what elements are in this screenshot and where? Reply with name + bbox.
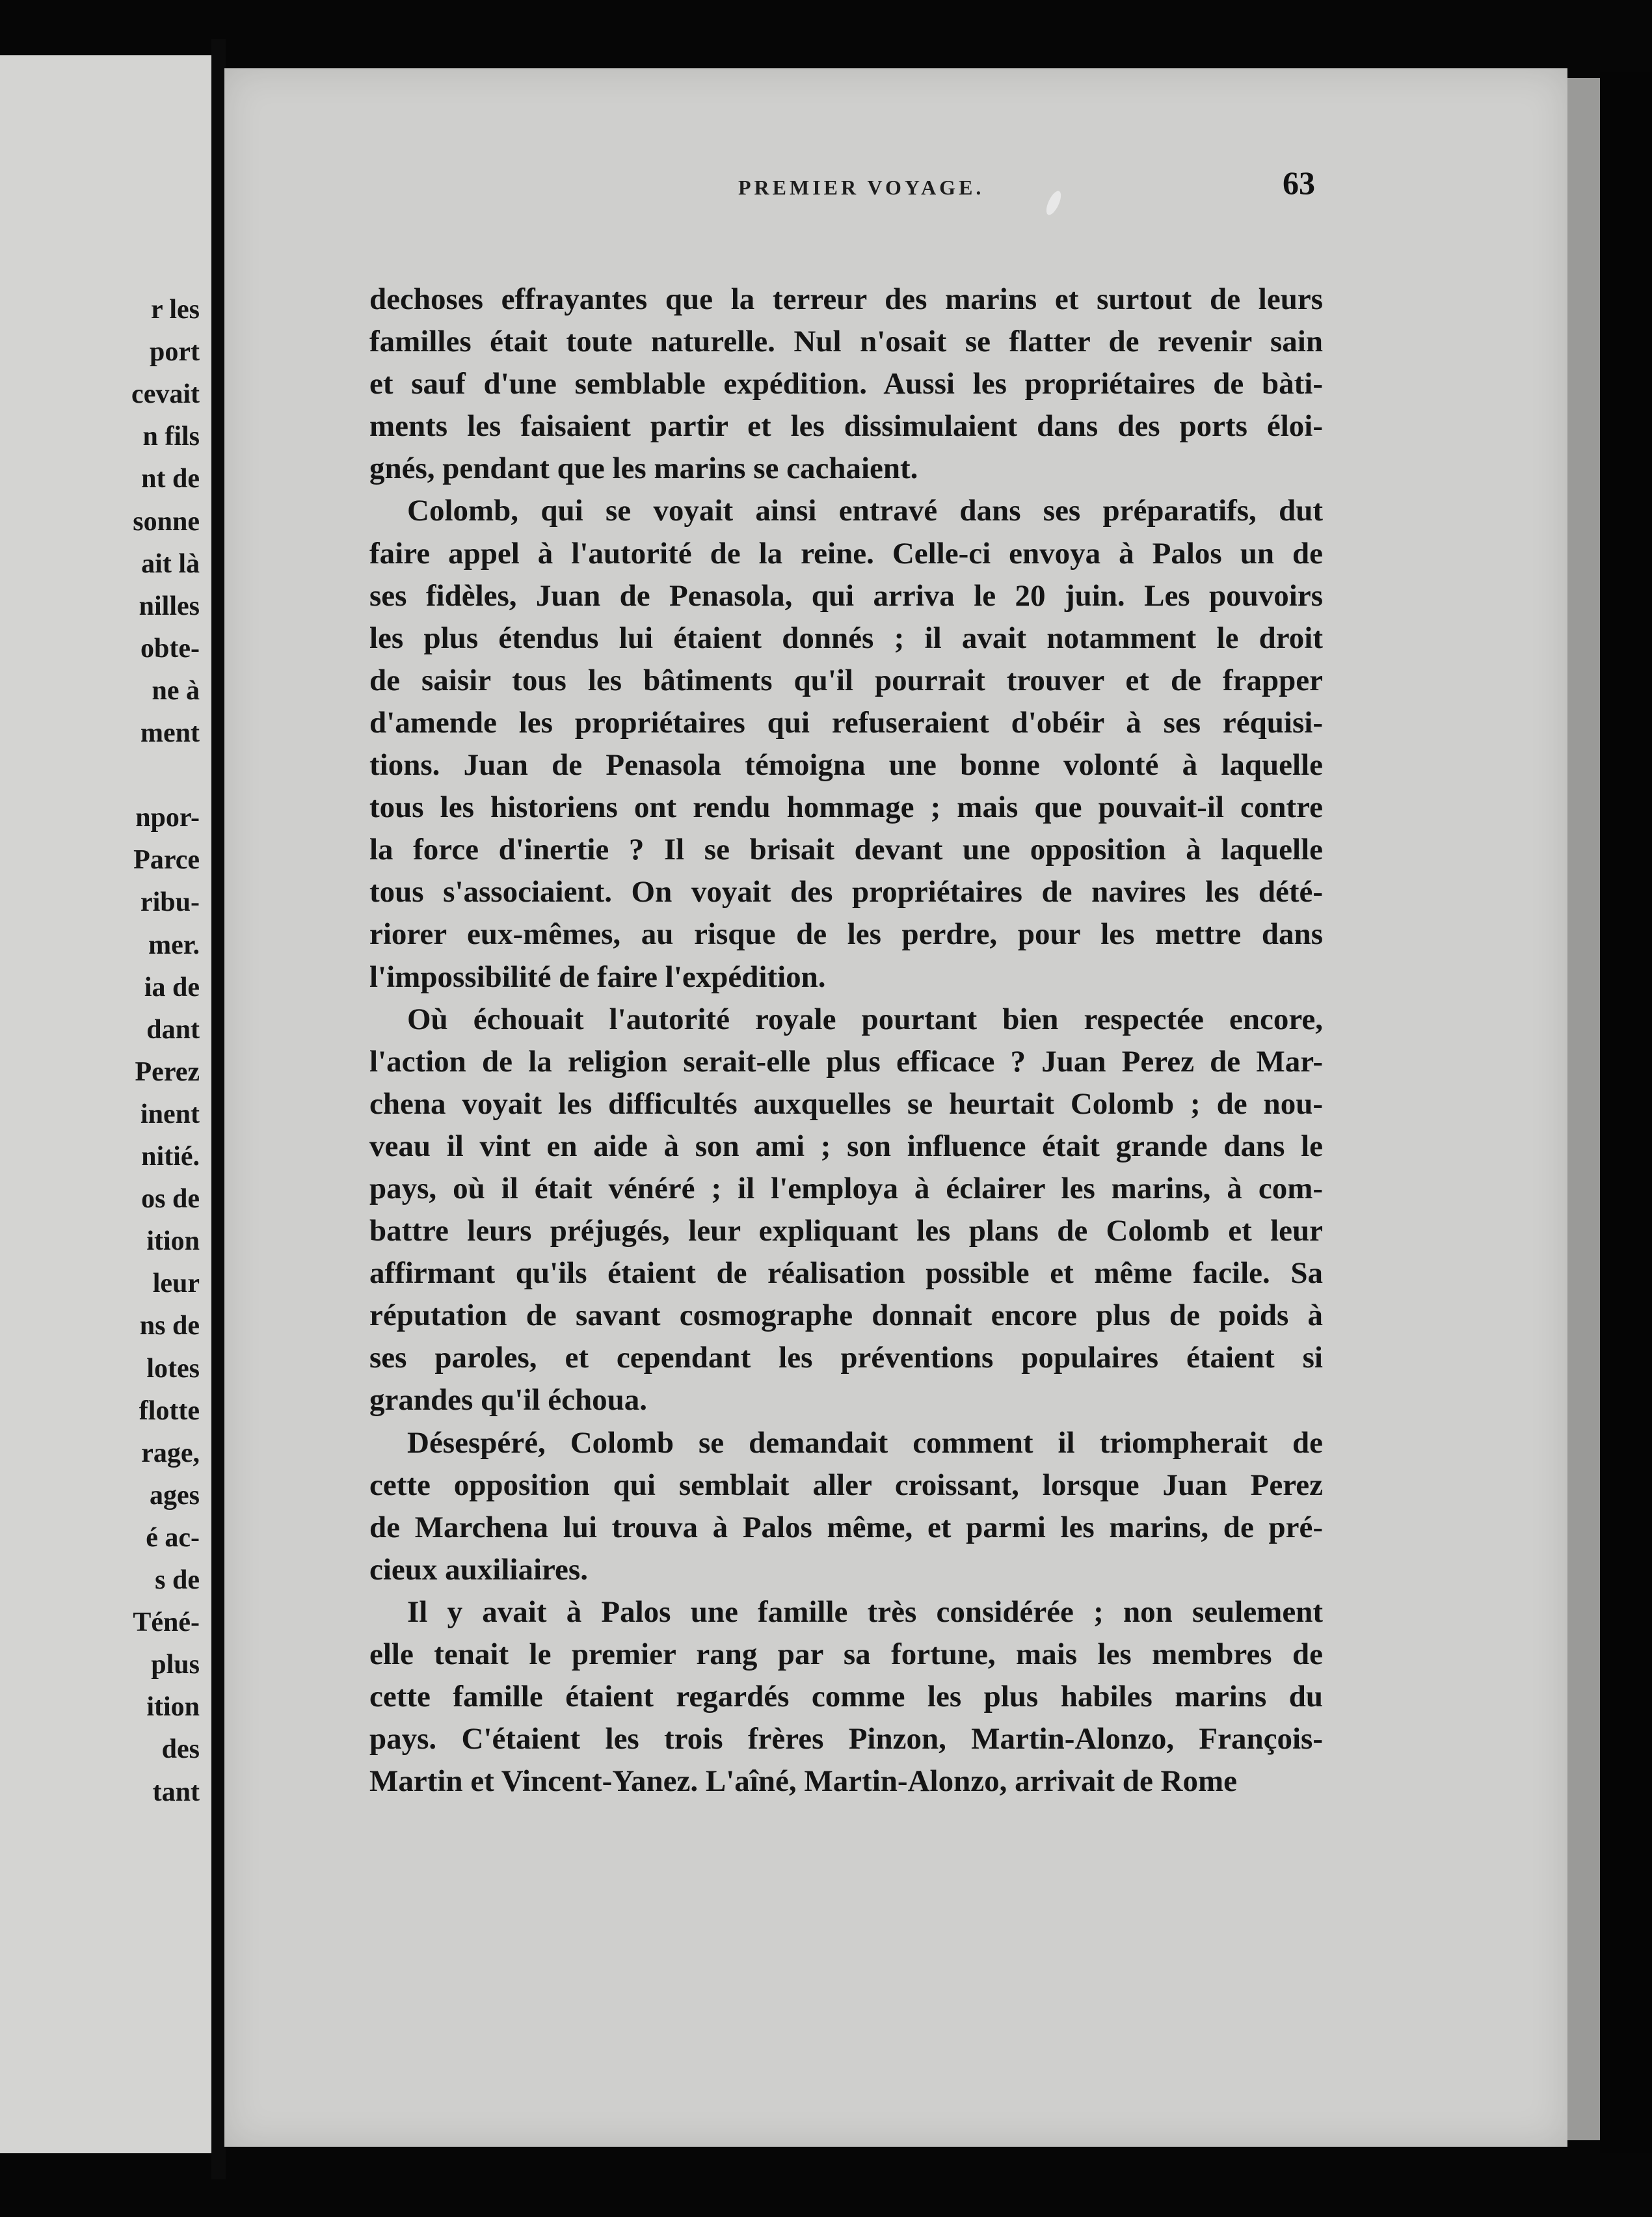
left-page-fragment: n fils: [142, 422, 200, 452]
left-page-fragment: Téné-: [133, 1607, 200, 1638]
left-page-fragment: os de: [141, 1184, 200, 1215]
left-page-fragment: port: [150, 337, 200, 368]
text-line: Désespéré, Colomb se demandait comment il triompherait de: [407, 1425, 1323, 1460]
text-line: riorer eux-mêmes, au risque de les perdre, pour les mettre dans: [369, 917, 1323, 952]
left-page-fragment: lotes: [146, 1353, 200, 1384]
text-line: pays. C'étaient les trois frères Pinzon, Martin-Alonzo, François-: [369, 1722, 1323, 1756]
left-page-fragment: ition: [146, 1692, 200, 1723]
left-page-fragment: des: [161, 1734, 200, 1765]
text-line: de saisir tous les bâtiments qu'il pourrait trouver et de frapper: [369, 663, 1323, 697]
left-page-fragment: s de: [155, 1565, 200, 1595]
left-page-fragment: npor-: [135, 803, 200, 833]
left-page-fragment: sonne: [133, 506, 200, 537]
left-page-fragment: rage,: [141, 1438, 200, 1468]
text-line: cette famille étaient regardés comme les plus habiles marins du: [369, 1680, 1323, 1714]
left-page-fragment: é ac-: [146, 1522, 200, 1553]
text-line: elle tenait le premier rang par sa fortune, mais les membres de: [369, 1637, 1323, 1671]
text-line: et sauf d'une semblable expédition. Aussi les propriétaires de bàti-: [369, 367, 1323, 401]
text-line: la force d'inertie ? Il se brisait devant une opposition à laquelle: [369, 833, 1323, 867]
text-line: Il y avait à Palos une famille très considérée ; non seulement: [407, 1594, 1323, 1629]
left-page-fragment: obte-: [140, 633, 200, 664]
body-text: [369, 278, 1323, 1803]
text-line: cette opposition qui semblait aller croissant, lorsque Juan Perez: [369, 1468, 1323, 1502]
left-page-fragment: Perez: [135, 1056, 200, 1087]
text-line: d'amende les propriétaires qui refuseraient d'obéir à ses réquisi-: [369, 705, 1323, 740]
left-page-fragment: ia de: [144, 972, 200, 1002]
text-line: ses fidèles, Juan de Penasola, qui arriva le 20 juin. Les pouvoirs: [369, 578, 1323, 613]
left-page-fragment: inent: [140, 1099, 200, 1129]
left-page-fragment: Parce: [133, 845, 200, 876]
left-page-fragment: nitié.: [141, 1142, 200, 1172]
scan-background-edge: [1600, 72, 1652, 2153]
text-line: cieux auxiliaires.: [369, 1552, 588, 1587]
text-line: tions. Juan de Penasola témoigna une bonne volonté à laquelle: [369, 748, 1323, 783]
left-page-fragment: flotte: [139, 1395, 200, 1426]
left-page-fragment: nilles: [139, 591, 200, 621]
running-head: PREMIER VOYAGE.: [738, 176, 985, 199]
text-line: réputation de savant cosmographe donnait encore plus de poids à: [369, 1298, 1323, 1333]
left-page-fragment: ribu-: [140, 887, 200, 918]
text-line: faire appel à l'autorité de la reine. Celle-ci envoya à Palos un de: [369, 536, 1323, 571]
left-page-fragment: ns de: [139, 1311, 200, 1341]
left-page-fragment: ait là: [141, 548, 200, 579]
left-page-fragment: ition: [146, 1226, 200, 1257]
page-number: 63: [1283, 165, 1315, 201]
text-line: pays, où il était vénéré ; il l'employa à éclairer les marins, à com-: [369, 1171, 1323, 1205]
text-line: Où échouait l'autorité royale pourtant bien respectée encore,: [407, 1002, 1323, 1036]
text-line: battre leurs préjugés, leur expliquant les plans de Colomb et leur: [369, 1214, 1323, 1248]
left-page-fragment: mer.: [148, 930, 200, 960]
left-page-fragment: ment: [140, 718, 200, 748]
text-line: l'impossibilité de faire l'expédition.: [369, 960, 826, 994]
left-page-fragment: ages: [150, 1480, 200, 1511]
text-line: chena voyait les difficultés auxquelles se heurtait Colomb ; de nou-: [369, 1086, 1323, 1121]
left-page-fragment: r les: [150, 295, 200, 325]
text-line: l'action de la religion serait-elle plus efficace ? Juan Perez de Mar-: [369, 1044, 1323, 1079]
left-facing-page: [0, 55, 218, 2153]
book-gutter: [211, 39, 226, 2179]
text-line: grandes qu'il échoua.: [369, 1383, 647, 1418]
left-page-fragment: nt de: [141, 464, 200, 494]
text-line: gnés, pendant que les marins se cachaient.: [369, 451, 918, 486]
page-edge-strip: [1567, 78, 1600, 2140]
text-line: affirmant qu'ils étaient de réalisation possible et même facile. Sa: [369, 1256, 1323, 1291]
text-line: de Marchena lui trouva à Palos même, et parmi les marins, de pré-: [369, 1510, 1323, 1544]
text-line: veau il vint en aide à son ami ; son influence était grande dans le: [369, 1129, 1323, 1163]
left-page-fragment: dant: [146, 1014, 200, 1045]
left-page-fragment: plus: [151, 1650, 200, 1680]
text-line: tous s'associaient. On voyait des propriétaires de navires les dété-: [369, 875, 1323, 909]
left-page-fragment: cevait: [131, 379, 200, 410]
left-page-fragment: ne à: [152, 675, 200, 706]
text-line: familles était toute naturelle. Nul n'osait se flatter de revenir sain: [369, 325, 1323, 359]
left-page-fragment: leur: [152, 1269, 200, 1299]
text-line: ments les faisaient partir et les dissimulaient dans des ports éloi-: [369, 409, 1323, 444]
text-line: dechoses effrayantes que la terreur des marins et surtout de leurs: [369, 282, 1323, 316]
text-line: ses paroles, et cependant les préventions populaires étaient si: [369, 1341, 1323, 1375]
text-line: Colomb, qui se voyait ainsi entravé dans ses préparatifs, dut: [407, 494, 1323, 528]
left-page-fragment: tant: [152, 1777, 200, 1807]
text-line: Martin et Vincent-Yanez. L'aîné, Martin-Alonzo, arrivait de Rome: [369, 1764, 1238, 1799]
text-line: tous les historiens ont rendu hommage ; mais que pouvait-il contre: [369, 790, 1323, 825]
text-line: les plus étendus lui étaient donnés ; il avait notamment le droit: [369, 621, 1323, 655]
